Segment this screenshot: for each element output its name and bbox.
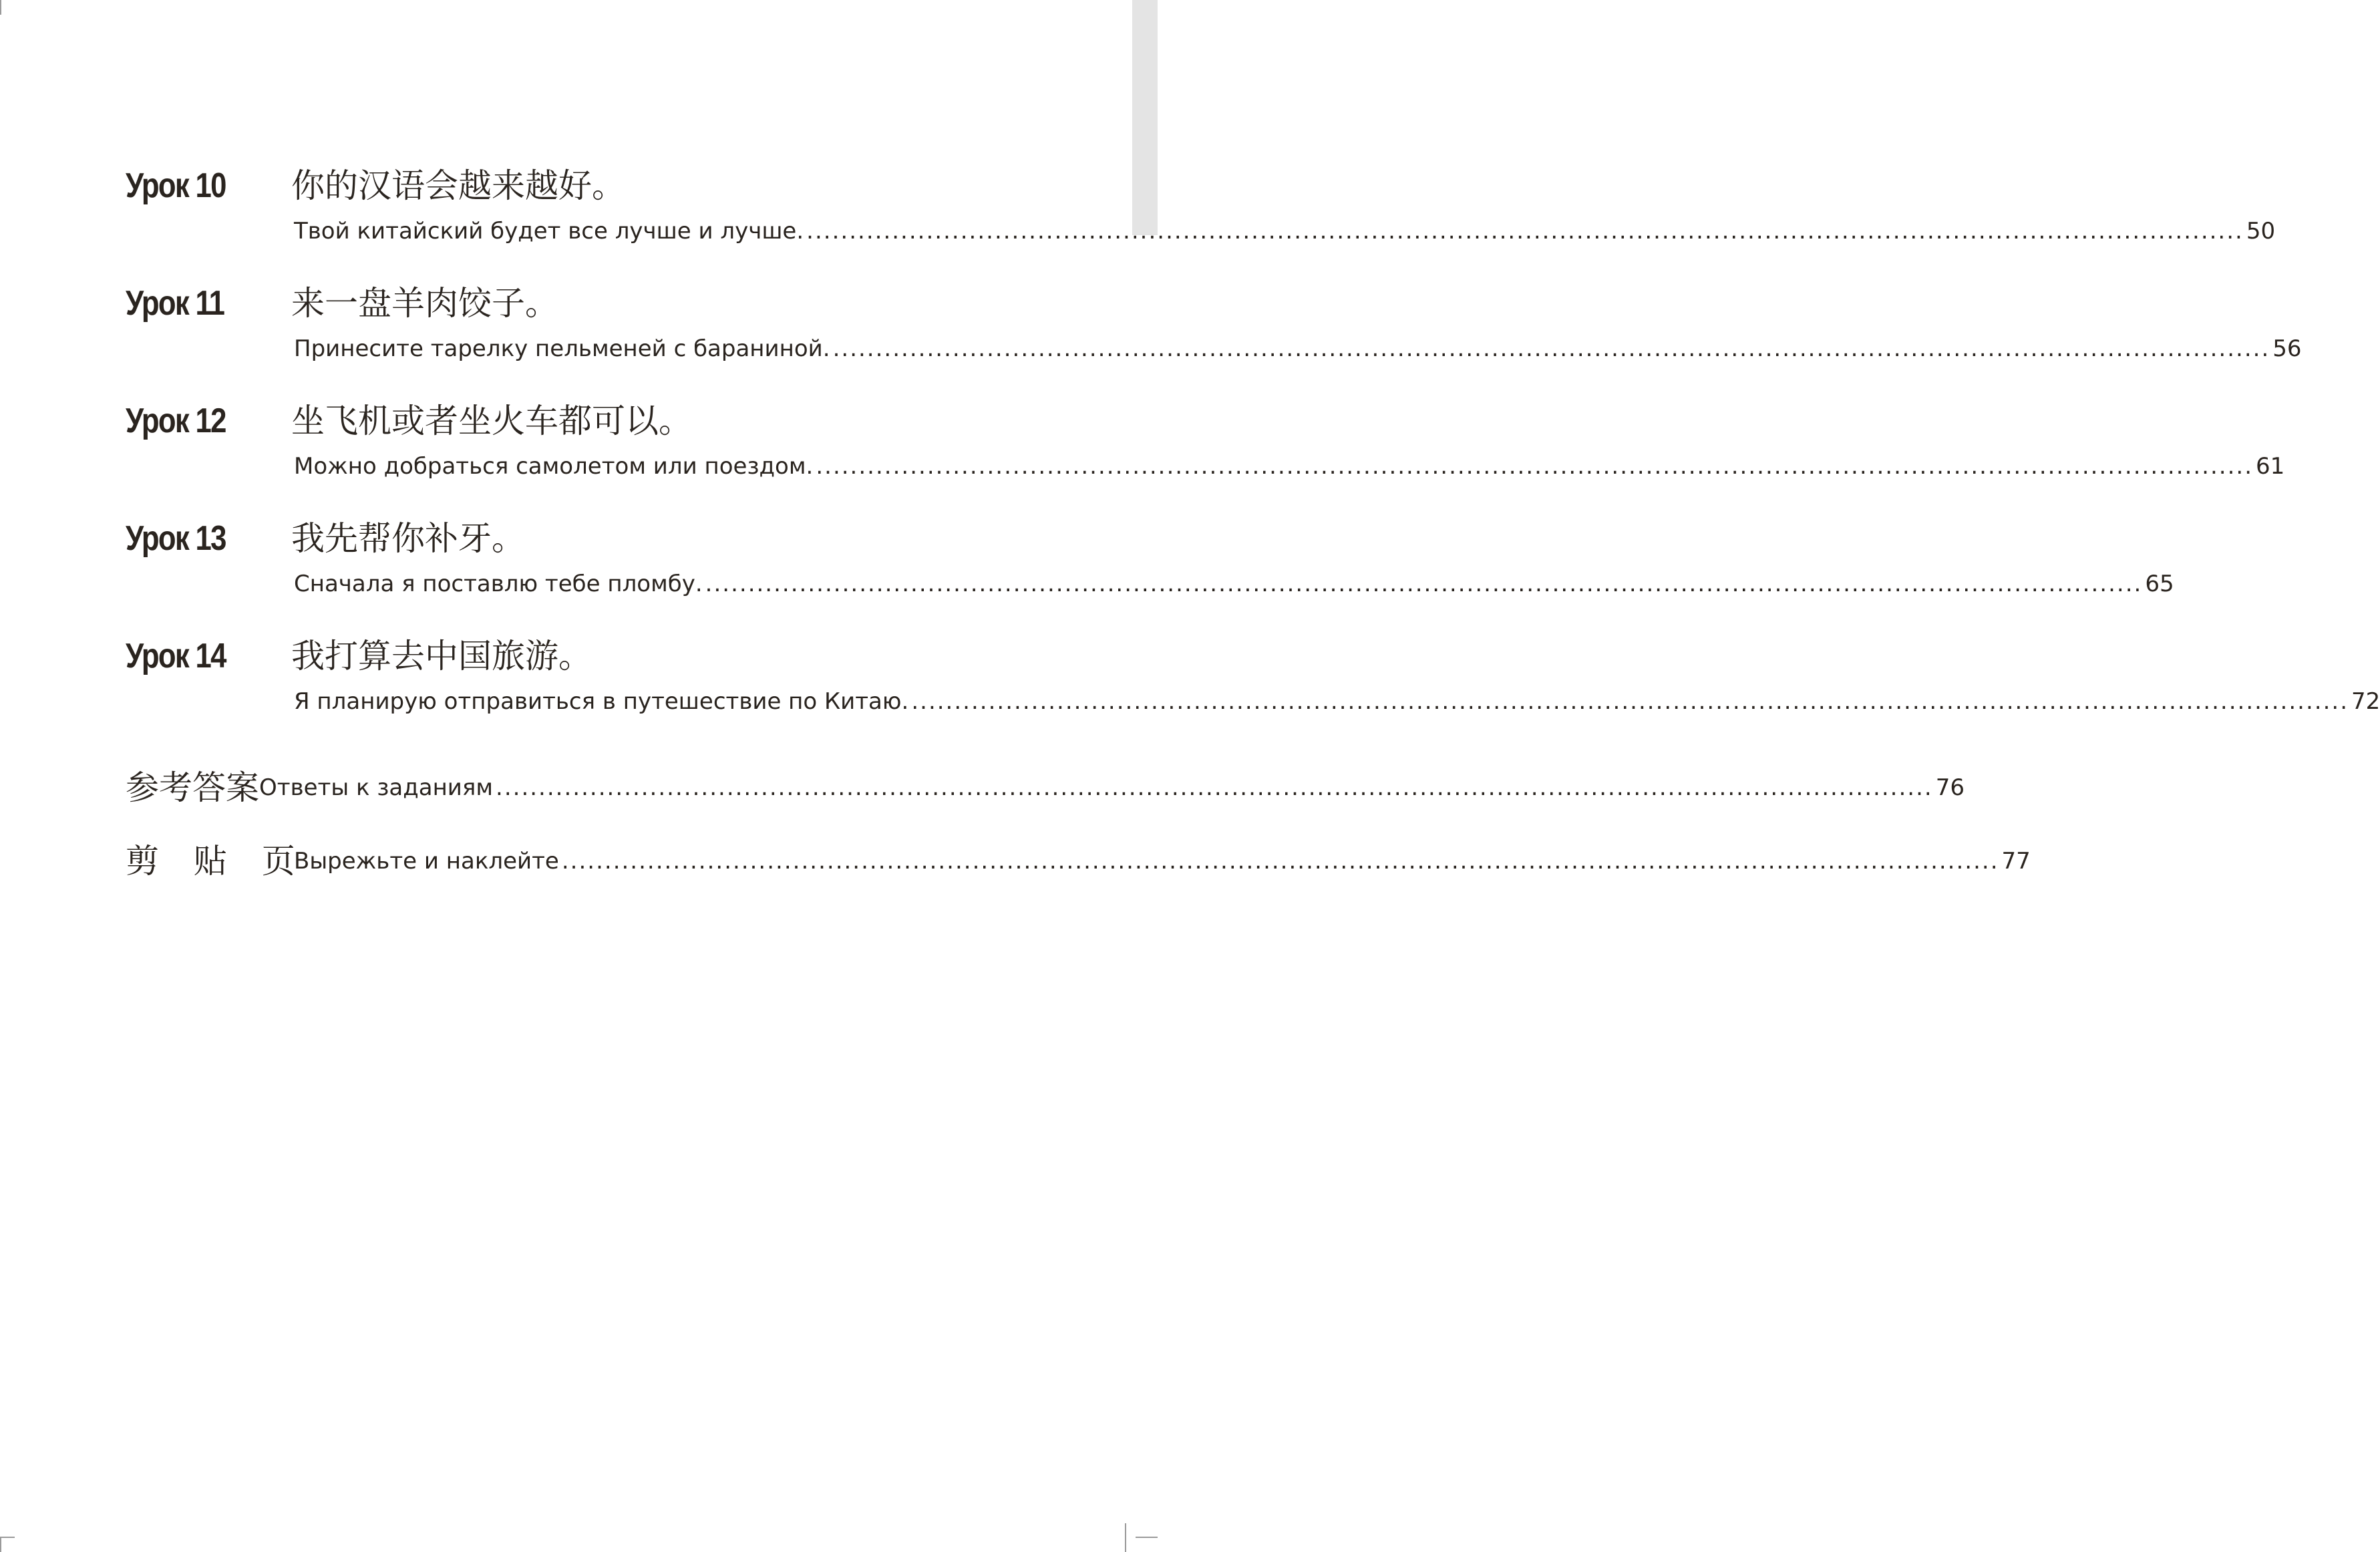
lesson-title-russian: Твой китайский будет все лучше и лучше.	[294, 218, 804, 245]
lesson-number: Урок 13	[126, 519, 226, 558]
dot-leader	[816, 448, 2253, 485]
lesson-number: Урок 14	[126, 637, 226, 675]
crop-mark-bottom-right-h	[1136, 1537, 1158, 1538]
page-number: 76	[1935, 774, 1965, 801]
page-edge-tab	[1132, 0, 1158, 235]
page-number: 56	[2272, 335, 2302, 362]
lesson-title-russian-line	[294, 212, 2276, 250]
crop-mark-top-left	[0, 0, 1, 15]
page-number: 61	[2256, 453, 2285, 480]
section-title-chinese: 剪 贴 页	[126, 842, 307, 881]
lesson-title-russian-line	[294, 565, 2174, 603]
page-number: 77	[2001, 848, 2031, 875]
toc-lesson-12[interactable]	[126, 398, 2285, 485]
lesson-title-russian: Можно добраться самолетом или поездом.	[294, 453, 814, 480]
toc-answers[interactable]	[126, 751, 1965, 824]
lesson-title-chinese: 我打算去中国旅游。	[291, 637, 592, 675]
dot-leader	[833, 330, 2270, 367]
toc-lesson-13[interactable]	[126, 516, 2174, 603]
dot-leader	[806, 212, 2244, 250]
section-title-russian-line	[294, 842, 2031, 880]
lesson-title-russian-line	[294, 330, 2302, 367]
section-title-russian: Ответы к заданиям	[259, 774, 494, 801]
table-of-contents	[126, 163, 2380, 898]
toc-cutouts[interactable]	[126, 824, 2031, 898]
toc-lesson-10[interactable]	[126, 163, 2276, 250]
dot-leader	[562, 842, 1999, 880]
crop-mark-bottom-left	[0, 1537, 1, 1552]
dot-leader	[705, 565, 2143, 603]
section-title-russian-line	[259, 769, 1965, 806]
page-number: 65	[2145, 571, 2174, 597]
dot-leader	[911, 683, 2349, 720]
section-title-chinese: 参考答案	[126, 768, 259, 807]
page-number: 72	[2351, 688, 2380, 715]
lesson-number: Урок 12	[126, 402, 226, 440]
crop-mark-bottom-right	[1125, 1523, 1126, 1552]
lesson-title-russian: Сначала я поставлю тебе пломбу.	[294, 571, 703, 597]
lesson-number: Урок 10	[126, 166, 226, 205]
section-title-russian: Вырежьте и наклейте	[294, 848, 559, 875]
lesson-title-chinese: 坐飞机或者坐火车都可以。	[291, 402, 692, 440]
crop-mark-bottom-left-h	[0, 1537, 15, 1538]
lesson-title-chinese: 来一盘羊肉饺子。	[291, 284, 558, 323]
lesson-title-russian: Принесите тарелку пельменей с бараниной.	[294, 335, 830, 362]
lesson-title-russian-line	[294, 683, 2380, 720]
toc-lesson-14[interactable]	[126, 633, 2380, 720]
toc-lesson-11[interactable]	[126, 281, 2302, 367]
dot-leader	[496, 769, 1933, 806]
lesson-title-chinese: 我先帮你补牙。	[291, 519, 525, 558]
lesson-title-chinese: 你的汉语会越来越好。	[291, 166, 625, 205]
lesson-title-russian: Я планирую отправиться в путешествие по Китаю.	[294, 688, 909, 715]
lesson-number: Урок 11	[126, 284, 224, 323]
page-number: 50	[2246, 218, 2276, 245]
lesson-title-russian-line	[294, 448, 2285, 485]
